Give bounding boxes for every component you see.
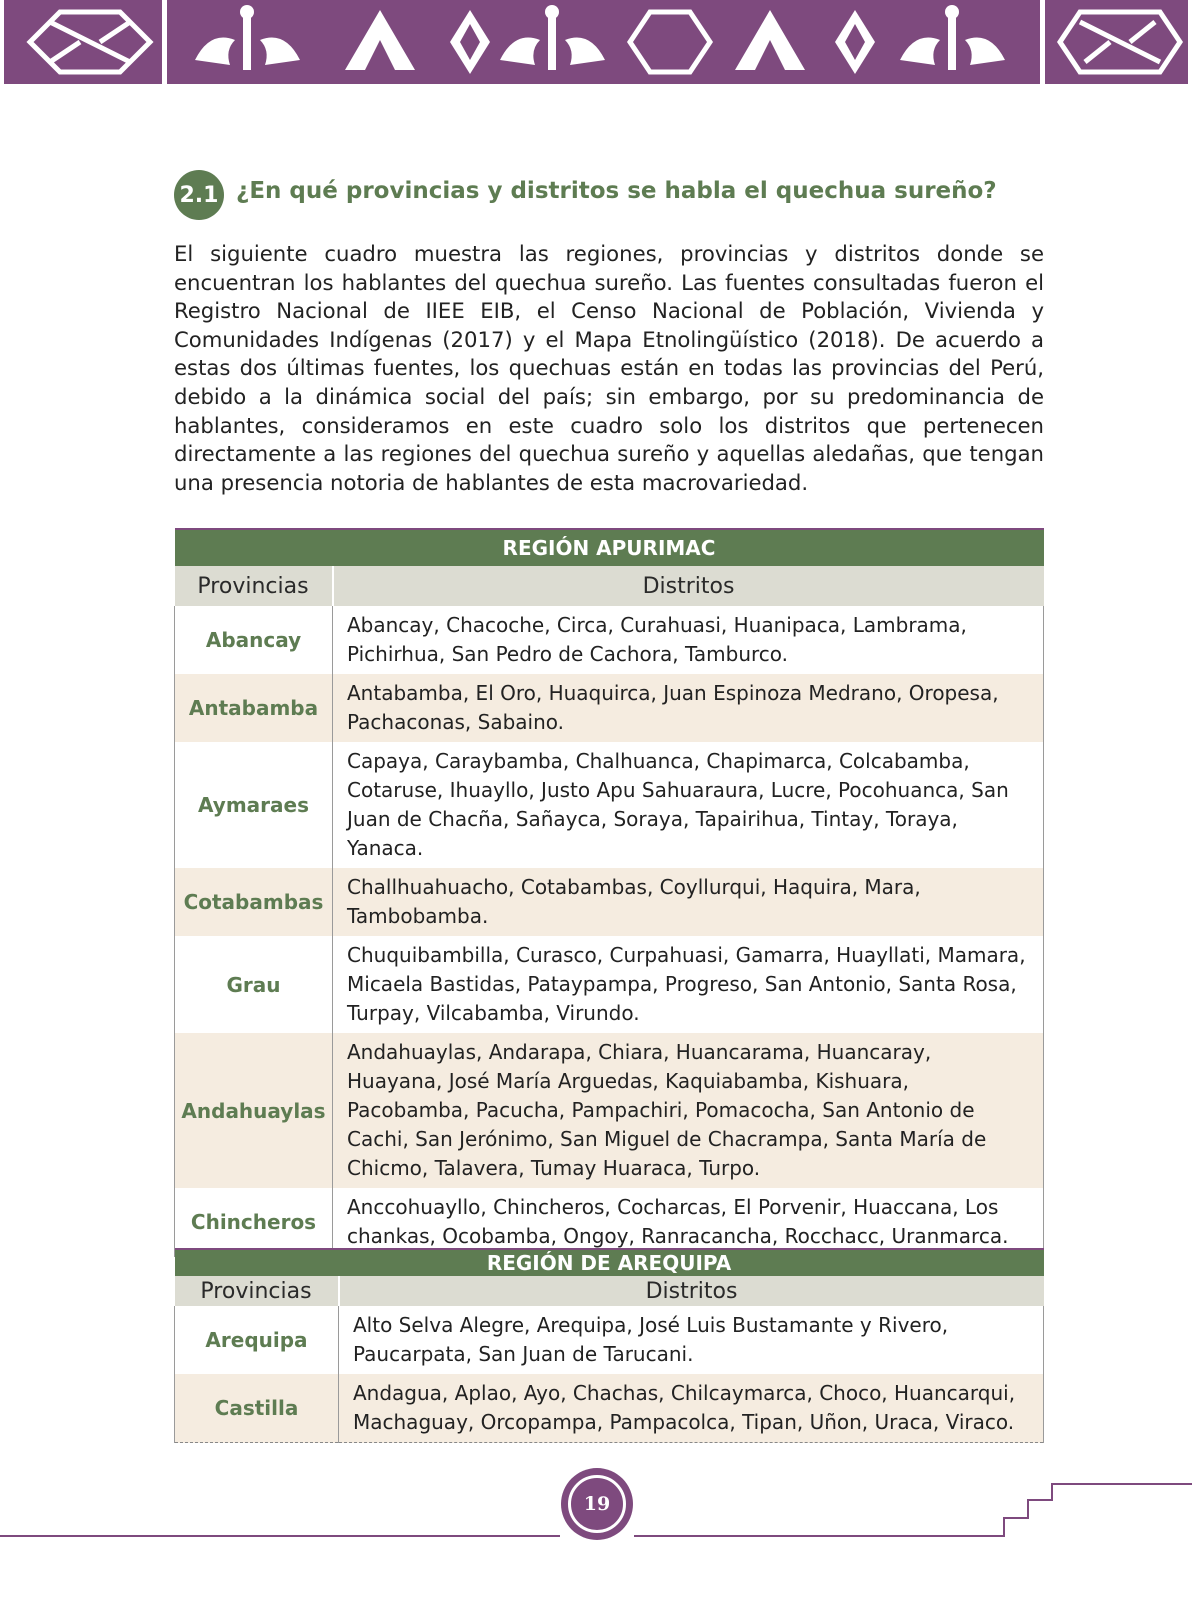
column-header-distritos: Distritos xyxy=(333,566,1044,606)
provincia-cell: Arequipa xyxy=(175,1306,339,1374)
distritos-cell: Capaya, Caraybamba, Chalhuanca, Chapimarca, Colcabamba, Cotaruse, Ihuayllo, Justo Apu Sahuaraura, Lucre, Pocohuanca, San Juan de Chacña, Sañayca, Soraya, Tapairihua, Tintay, Toraya, Yanaca. xyxy=(333,742,1044,868)
table-row xyxy=(175,1188,1044,1257)
provincia-cell: Abancay xyxy=(175,606,333,674)
column-header-provincias: Provincias xyxy=(175,566,333,606)
provincia-cell: Aymaraes xyxy=(175,742,333,868)
region-table-apurimac xyxy=(174,528,1044,1257)
table-row xyxy=(175,674,1044,742)
textile-pattern-icon xyxy=(0,0,1192,84)
table-row xyxy=(175,1306,1044,1374)
provincia-cell: Castilla xyxy=(175,1374,339,1443)
page-number-badge xyxy=(561,1468,633,1540)
provincia-cell: Chincheros xyxy=(175,1188,333,1257)
section-title: ¿En qué provincias y distritos se habla el quechua sureño? xyxy=(236,178,997,204)
table-row xyxy=(175,606,1044,674)
distritos-cell: Andagua, Aplao, Ayo, Chachas, Chilcaymarca, Choco, Huancarqui, Machaguay, Orcopampa, Pampacolca, Tipan, Uñon, Uraca, Viraco. xyxy=(339,1374,1044,1443)
provincia-cell: Andahuaylas xyxy=(175,1033,333,1188)
page-number: 19 xyxy=(568,1475,626,1533)
section-heading xyxy=(174,170,1054,218)
table-row xyxy=(175,1374,1044,1443)
distritos-cell: Abancay, Chacoche, Circa, Curahuasi, Huanipaca, Lambrama, Pichirhua, San Pedro de Cachora, Tamburco. xyxy=(333,606,1044,674)
table-row xyxy=(175,742,1044,868)
region-table-arequipa xyxy=(174,1248,1044,1443)
distritos-cell: Anccohuayllo, Chincheros, Cocharcas, El Porvenir, Huaccana, Los chankas, Ocobamba, Ongoy, Ranracancha, Rocchacc, Uranmarca. xyxy=(333,1188,1044,1257)
provincia-cell: Grau xyxy=(175,936,333,1033)
distritos-cell: Antabamba, El Oro, Huaquirca, Juan Espinoza Medrano, Oropesa, Pachaconas, Sabaino. xyxy=(333,674,1044,742)
table-row xyxy=(175,1033,1044,1188)
region-title: REGIÓN DE AREQUIPA xyxy=(175,1249,1044,1276)
distritos-cell: Alto Selva Alegre, Arequipa, José Luis Bustamante y Rivero, Paucarpata, San Juan de Tarucani. xyxy=(339,1306,1044,1374)
distritos-cell: Chuquibambilla, Curasco, Curpahuasi, Gamarra, Huayllati, Mamara, Micaela Bastidas, Pataypampa, Progreso, San Antonio, Santa Rosa, Turpay, Vilcabamba, Virundo. xyxy=(333,936,1044,1033)
decorative-header-band xyxy=(0,0,1192,84)
table-row xyxy=(175,868,1044,936)
provincia-cell: Cotabambas xyxy=(175,868,333,936)
column-header-provincias: Provincias xyxy=(175,1276,339,1306)
region-title: REGIÓN APURIMAC xyxy=(175,529,1044,566)
section-number-badge: 2.1 xyxy=(174,170,224,220)
distritos-cell: Challhuahuacho, Cotabambas, Coyllurqui, Haquira, Mara, Tambobamba. xyxy=(333,868,1044,936)
table-row xyxy=(175,936,1044,1033)
intro-paragraph: El siguiente cuadro muestra las regiones, provincias y distritos donde se encuentran los hablantes del quechua sureño. Las fuentes consultadas fueron el Registro Nacional de IIEE EIB, el Censo Nacional de Población, Vivienda y Comunidades Indígenas (2017) y el Mapa Etnolingüístico (2018). De acuerdo a estas dos últimas fuentes, los quechuas están en todas las provincias del Perú, debido a la dinámica social del país; sin embargo, por su predominancia de hablantes, consideramos en este cuadro solo los distritos que pertenecen directamente a las regiones del quechua sureño y aquellas aledañas, que tengan una presencia notoria de hablantes de esta macrovariedad. xyxy=(174,241,1044,495)
column-header-distritos: Distritos xyxy=(339,1276,1044,1306)
provincia-cell: Antabamba xyxy=(175,674,333,742)
distritos-cell: Andahuaylas, Andarapa, Chiara, Huancarama, Huancaray, Huayana, José María Arguedas, Kaquiabamba, Kishuara, Pacobamba, Pacucha, Pampachiri, Pomacocha, San Antonio de Cachi, San Jerónimo, San Miguel de Chacrampa, Santa María de Chicmo, Talavera, Tumay Huaraca, Turpo. xyxy=(333,1033,1044,1188)
